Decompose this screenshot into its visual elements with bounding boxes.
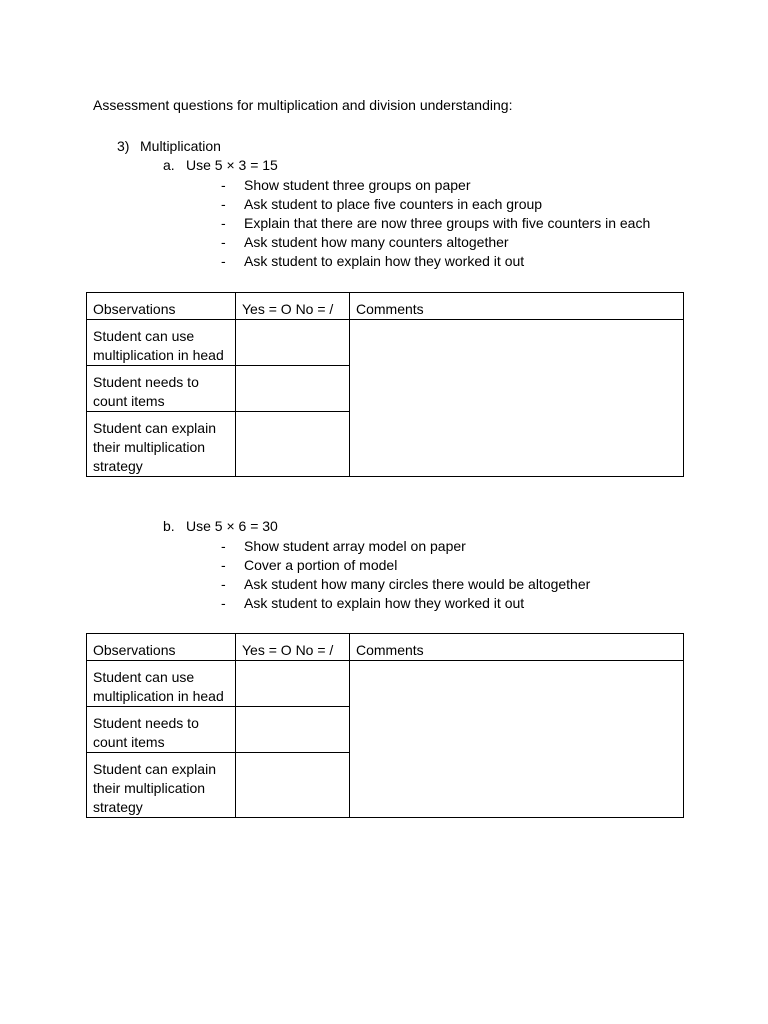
- yes-no-cell[interactable]: [236, 707, 350, 753]
- yes-no-cell[interactable]: [236, 753, 350, 818]
- part-a-letter: a.: [163, 157, 175, 173]
- observation-label: Student can explain their multiplication strategy: [87, 412, 236, 477]
- part-a-step: Ask student to place five counters in each group: [244, 196, 543, 212]
- header-yes-no: Yes = O No = /: [236, 634, 350, 661]
- intro-heading: Assessment questions for multiplication and division understanding:: [93, 97, 513, 113]
- table-row: [87, 320, 684, 366]
- part-b-step: Ask student to explain how they worked it out: [244, 595, 525, 611]
- yes-no-cell[interactable]: [236, 320, 350, 366]
- part-b-equation: Use 5 × 6 = 30: [186, 518, 278, 534]
- part-a-equation: Use 5 × 3 = 15: [186, 157, 278, 173]
- table-header-row: [87, 634, 684, 661]
- part-b-letter: b.: [163, 518, 175, 534]
- comments-cell[interactable]: [350, 320, 684, 477]
- observation-label: Student can explain their multiplication strategy: [87, 753, 236, 818]
- header-comments: Comments: [350, 634, 684, 661]
- observation-label: Student needs to count items: [87, 707, 236, 753]
- header-observations: Observations: [87, 293, 236, 320]
- table-row: [87, 661, 684, 707]
- bullet-dash: -: [221, 253, 226, 269]
- yes-no-cell[interactable]: [236, 366, 350, 412]
- part-a-step: Explain that there are now three groups with five counters in each: [244, 215, 651, 231]
- yes-no-cell[interactable]: [236, 412, 350, 477]
- question-title: Multiplication: [140, 138, 221, 154]
- part-a-step: Show student three groups on paper: [244, 177, 471, 193]
- part-b-step: Cover a portion of model: [244, 557, 398, 573]
- part-a-step: Ask student to explain how they worked it out: [244, 253, 525, 269]
- bullet-dash: -: [221, 538, 226, 554]
- header-observations: Observations: [87, 634, 236, 661]
- part-b-step: Show student array model on paper: [244, 538, 466, 554]
- header-comments: Comments: [350, 293, 684, 320]
- part-b-step: Ask student how many circles there would be altogether: [244, 576, 591, 592]
- yes-no-cell[interactable]: [236, 661, 350, 707]
- bullet-dash: -: [221, 196, 226, 212]
- bullet-dash: -: [221, 234, 226, 250]
- observation-label: Student needs to count items: [87, 366, 236, 412]
- header-yes-no: Yes = O No = /: [236, 293, 350, 320]
- bullet-dash: -: [221, 215, 226, 231]
- observation-label: Student can use multiplication in head: [87, 320, 236, 366]
- observation-table-a: [86, 292, 684, 477]
- table-header-row: [87, 293, 684, 320]
- question-number: 3): [117, 138, 130, 154]
- bullet-dash: -: [221, 177, 226, 193]
- bullet-dash: -: [221, 595, 226, 611]
- comments-cell[interactable]: [350, 661, 684, 818]
- bullet-dash: -: [221, 576, 226, 592]
- observation-label: Student can use multiplication in head: [87, 661, 236, 707]
- observation-table-b: [86, 633, 684, 818]
- part-a-step: Ask student how many counters altogether: [244, 234, 509, 250]
- bullet-dash: -: [221, 557, 226, 573]
